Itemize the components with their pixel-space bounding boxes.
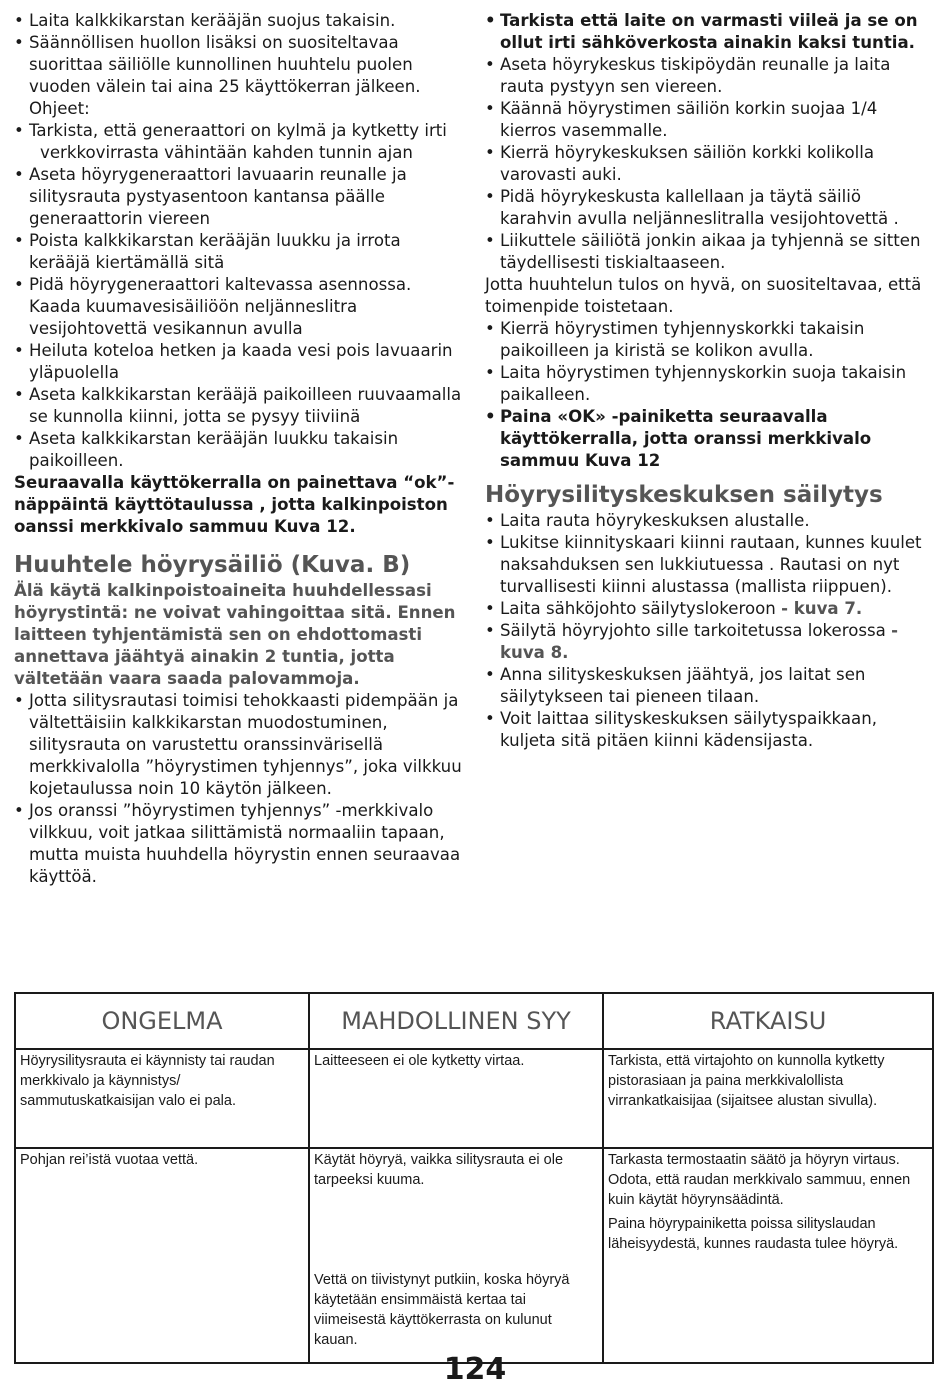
list-item-text: Laita sähköjohto säilytyslokeroon	[500, 599, 782, 618]
list-item: • Pidä höyrygeneraattori kaltevassa asennossa. Kaada kuumavesisäiliöön neljänneslitra vesijohtovettä vesikannun avulla	[14, 274, 466, 340]
list-item: • Laita rauta höyrykeskuksen alustalle.	[485, 510, 937, 532]
troubleshooting-table	[14, 992, 934, 1364]
cause-cell: Laitteeseen ei ole kytketty virtaa.	[309, 1049, 603, 1148]
list-item: • Heiluta koteloa hetken ja kaada vesi pois lavuaarin yläpuolella	[14, 340, 466, 384]
solution-cell	[603, 1148, 933, 1363]
solution-text: Tarkasta termostaatin säätö ja höyryn virtaus.	[608, 1152, 900, 1168]
cell-spacer	[314, 1190, 598, 1270]
table-header-row	[15, 993, 933, 1049]
problem-cell: Höyrysilitysrauta ei käynnisty tai raudan merkkivalo ja käynnistys/ sammutuskatkaisijan valo ei pala.	[15, 1049, 309, 1148]
list-item: • Poista kalkkikarstan kerääjän luukku ja irrota kerääjä kiertämällä sitä	[14, 230, 466, 274]
bold-note: Seuraavalla käyttökerralla on painettava “ok”-näppäintä käyttötaulussa , jotta kalkinpoiston oanssi merkkivalo sammuu Kuva 12.	[14, 473, 455, 536]
list-item: • Käännä höyrystimen säiliön korkin suojaa 1/4 kierros vasemmalle.	[485, 98, 937, 142]
list-item: • Tarkista, että generaattori on kylmä ja kytketty irti	[14, 120, 466, 142]
column-header-cause: MAHDOLLINEN SYY	[309, 993, 603, 1049]
list-item: • Voit laittaa silityskeskuksen säilytyspaikkaan, kuljeta sitä pitäen kiinni kädensijasta.	[485, 708, 937, 752]
list-item: • Laita kalkkikarstan kerääjän suojus takaisin.	[14, 10, 466, 32]
rinse-tip: Jotta huuhtelun tulos on hyvä, on suositeltavaa, että toimenpide toistetaan.	[485, 275, 922, 316]
list-item: • Säännöllisen huollon lisäksi on suositeltavaa suorittaa säiliölle kunnollinen huuhtelu puolen vuoden välein tai aina 25 käyttökerran jälkeen.	[14, 32, 466, 98]
table-row	[15, 1148, 933, 1363]
warning-text: Älä käytä kalkinpoistoaineita huuhdellessasi höyrystintä: ne voivat vahingoittaa sitä. Ennen laitteen tyhjentämistä sen on ehdottomasti annettava jäähtyä ainakin 2 tuntia, jotta vältetään vaara saada palovammoja.	[14, 581, 456, 688]
list-item: • Anna silityskeskuksen jäähtyä, jos laitat sen säilytykseen tai pieneen tilaan.	[485, 664, 937, 708]
column-header-problem: ONGELMA	[15, 993, 309, 1049]
problem-cell: Pohjan rei’istä vuotaa vettä.	[15, 1148, 309, 1363]
table-row	[15, 1049, 933, 1148]
cause-cell	[309, 1148, 603, 1363]
right-column	[485, 10, 937, 752]
list-item: • Aseta höyrykeskus tiskipöydän reunalle ja laita rauta pystyyn sen viereen.	[485, 54, 937, 98]
list-item	[485, 598, 937, 620]
left-column	[14, 10, 466, 888]
list-item: • Laita höyrystimen tyhjennyskorkin suoja takaisin paikalleen.	[485, 362, 937, 406]
list-item: • Tarkista että laite on varmasti viileä ja se on ollut irti sähköverkosta ainakin kaksi tuntia.	[485, 10, 937, 54]
list-item	[485, 620, 937, 664]
list-item: • Liikuttele säiliötä jonkin aikaa ja tyhjennä se sitten täydellisesti tiskialtaaseen.	[485, 230, 937, 274]
section-heading-storage: Höyrysilityskeskuksen säilytys	[485, 482, 883, 508]
list-item-text: Säilytä höyryjohto sille tarkoitetussa lokerossa	[500, 621, 892, 640]
list-item: • Aseta kalkkikarstan kerääjä paikoilleen ruuvaamalla se kunnolla kiinni, jotta se pysyy tiiviinä	[14, 384, 466, 428]
column-header-solution: RATKAISU	[603, 993, 933, 1049]
figure-reference: - kuva 7.	[781, 599, 863, 618]
section-heading-rinse: Huuhtele höyrysäiliö (Kuva. B)	[14, 552, 411, 578]
list-item-continuation: verkkovirrasta vähintään kahden tunnin ajan	[40, 143, 413, 162]
page-number: 124	[443, 1352, 507, 1387]
list-item: • Aseta kalkkikarstan kerääjän luukku takaisin paikoilleen.	[14, 428, 466, 472]
list-item: • Jos oranssi ”höyrystimen tyhjennys” -merkkivalo vilkkuu, voit jatkaa silittämistä normaaliin tapaan, mutta muista huuhdella höyrystin ennen seuraavaa käyttöä.	[14, 800, 466, 888]
list-item: • Paina «OK» -painiketta seuraavalla käyttökerralla, jotta oranssi merkkivalo sammuu Kuva 12	[485, 406, 937, 472]
list-item: • Lukitse kiinnityskaari kiinni rautaan, kunnes kuulet naksahduksen sen lukkiutuessa . Rautasi on nyt turvallisesti kiinni alustassa (mallista riippuen).	[485, 532, 937, 598]
cause-text: Vettä on tiivistynyt putkiin, koska höyryä käytetään ensimmäistä kertaa tai viimeisestä käyttökerrasta on kulunut kauan.	[314, 1272, 570, 1348]
list-item: • Aseta höyrygeneraattori lavuaarin reunalle ja silitysrauta pystyasentoon kantansa päälle generaattorin viereen	[14, 164, 466, 230]
list-item: • Kierrä höyrystimen tyhjennyskorkki takaisin paikoilleen ja kiristä se kolikon avulla.	[485, 318, 937, 362]
list-item: • Jotta silitysrautasi toimisi tehokkaasti pidempään ja vältettäisiin kalkkikarstan muodostuminen, silitysrauta on varustettu oranssinvärisellä merkkivalolla ”höyrystimen tyhjennys”, joka vilkkuu kojetaulussa noin 10 käytön jälkeen.	[14, 690, 466, 800]
list-item: • Kierrä höyrykeskuksen säiliön korkki kolikolla varovasti auki.	[485, 142, 937, 186]
list-item: • Pidä höyrykeskusta kallellaan ja täytä säiliö karahvin avulla neljänneslitralla vesijohtovettä .	[485, 186, 937, 230]
cause-text: Käytät höyryä, vaikka silitysrauta ei ole tarpeeksi kuuma.	[314, 1152, 564, 1188]
solution-text: Odota, että raudan merkkivalo sammuu, ennen kuin käytät höyrynsäädintä.	[608, 1172, 911, 1208]
instructions-label: Ohjeet:	[29, 99, 90, 118]
figure-reference: - kuva 8.	[500, 621, 898, 662]
solution-text: Paina höyrypainiketta poissa silityslaudan läheisyydestä, kunnes raudasta tulee höyryä.	[608, 1216, 899, 1252]
solution-cell: Tarkista, että virtajohto on kunnolla kytketty pistorasiaan ja paina merkkivalollista virrankatkaisijaa (sijaitsee alustan sivulla).	[603, 1049, 933, 1148]
